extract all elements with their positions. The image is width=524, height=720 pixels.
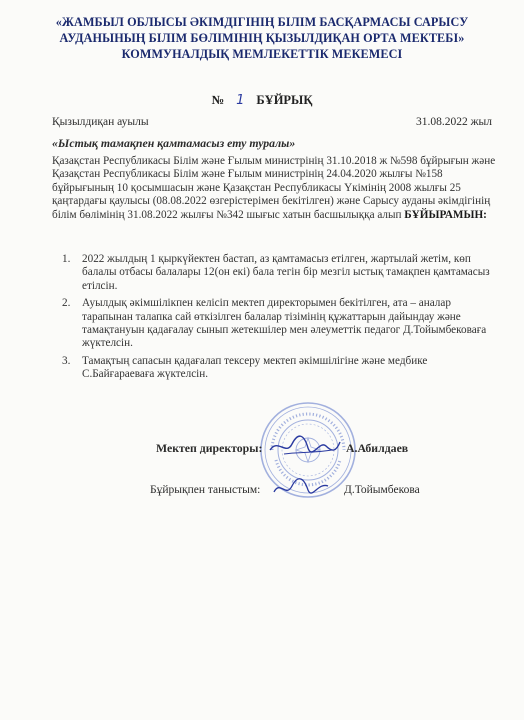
org-line-2: АУДАНЫНЫҢ БІЛІМ БӨЛІМІНІҢ ҚЫЗЫЛДИҚАН ОРТА МЕКТЕБІ» [59,31,465,45]
order-place: Қызылдиқан ауылы [52,116,149,128]
list-item-number: 3. [62,354,71,367]
org-line-3: КОММУНАЛДЫҚ МЕМЛЕКЕТТІК МЕКЕМЕСІ [121,47,403,61]
preamble-text: Қазақстан Республикасы Білім және Ғылым министрінің 31.10.2018 ж №598 бұйрығын және Қазақстан Республикасы Білім және Ғылым министрінің 24.04.2020 жылғы №158 бұйрығының 10 қосымшасын және Қазақстан Республикасы Үкімінің 2008 жылғы 25 қаңтардағы қаулысы (08.08.2022 өзгерістерімен бекітілген) және Сарысу ауданы әкімдігінің білім бөлімінің 31.08.2022 жылғы №342 шығыс хатын басшылыққа алып [52,155,496,221]
acknowledgement-name: Д.Тойымбекова [344,484,420,496]
director-signature-icon [264,426,344,466]
acknowledgement-label: Бұйрықпен таныстым: [150,484,261,496]
director-label: Мектеп директоры: [156,441,263,455]
list-item-text: Тамақтың сапасын қадағалап тексеру мектеп әкімшілігіне және медбике С.Байғараеваға жүктелсін. [82,354,428,381]
list-item [52,355,500,382]
order-number-sign: № [211,93,225,107]
org-line-1: «ЖАМБЫЛ ОБЛЫСЫ ӘКІМДІГІНІҢ БІЛІМ БАСҚАРМАСЫ САРЫСУ [55,15,469,29]
list-item-text: Ауылдық әкімшілікпен келісіп мектеп директорымен бекітілген, ата – аналар тарапынан талапка сай өткізілген балалар тізімінің құжаттарын дайындау және тамақтануын қадағалау сынып жетекшілер мен әлеуметтік педагог Д.Тойымбековаға жүктелсін. [82,297,487,350]
list-item-text: 2022 жылдың 1 қыркүйектен бастап, аз қамтамасыз етілген, жартылай жетім, көп балалы отбасы балалары 12(он екі) бала тегін бір мезгіл ыстық тамақпен қамтамасыз етілсін. [82,253,490,292]
list-item-number: 2. [62,297,71,310]
list-item-number: 1. [62,253,71,265]
acknowledgement-signature-icon [270,472,332,504]
list-item [52,297,500,351]
order-subject: «Ыстық тамақпен қамтамасыз ету туралы» [52,136,296,150]
order-title [0,93,524,108]
order-title-text: БҰЙРЫҚ [256,93,313,107]
list-item [52,253,500,293]
director-name: А.Абилдаев [346,441,409,455]
organization-header [40,14,484,62]
decree-word: БҰЙЫРАМЫН: [404,208,487,221]
order-items-list [52,253,500,386]
preamble-paragraph [52,155,498,222]
order-number: 1 [236,93,245,108]
order-date: 31.08.2022 жыл [415,116,492,128]
